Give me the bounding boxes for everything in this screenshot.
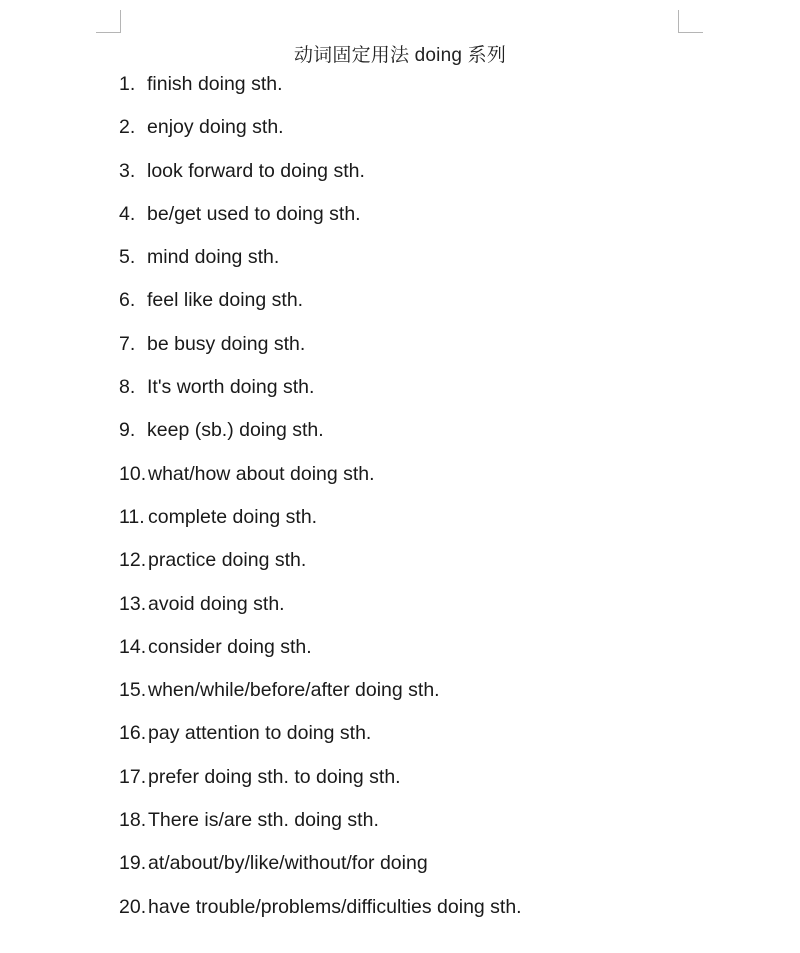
list-item [119, 460, 522, 503]
list-item-text: complete doing sth. [148, 505, 318, 528]
list-item-number: 16. [119, 722, 147, 745]
list-item-text: at/about/by/like/without/for doing [148, 852, 428, 875]
list-item-text: keep (sb.) doing sth. [147, 419, 324, 442]
list-item-number: 18. [119, 809, 147, 832]
document-title: 动词固定用法 doing 系列 [293, 45, 507, 66]
list-item [119, 806, 522, 849]
list-item-number: 7. [119, 332, 136, 355]
list-item-number: 2. [119, 116, 136, 139]
list-item [119, 546, 522, 589]
list-item [119, 893, 522, 936]
list-item [119, 373, 522, 416]
list-item-text: have trouble/problems/difficulties doing sth. [148, 895, 522, 918]
list-item [119, 416, 522, 459]
list-item-number: 8. [119, 376, 136, 399]
list-item-number: 17. [119, 765, 147, 788]
list-item [119, 113, 522, 156]
list-item [119, 633, 522, 676]
page-corner-mark-top-left [96, 10, 121, 33]
list-item-text: prefer doing sth. to doing sth. [148, 765, 401, 788]
list-item-number: 9. [119, 419, 136, 442]
list-item-number: 10. [119, 462, 147, 485]
list-item-text: feel like doing sth. [147, 289, 304, 312]
list-item-text: what/how about doing sth. [148, 462, 375, 485]
list-item-text: when/while/before/after doing sth. [148, 679, 440, 702]
list-item-text: consider doing sth. [148, 635, 312, 658]
page-corner-mark-top-right [678, 10, 703, 33]
list-item [119, 243, 522, 286]
list-item [119, 719, 522, 762]
list-item-text: enjoy doing sth. [147, 116, 284, 139]
list-item [119, 286, 522, 329]
list-item-text: be/get used to doing sth. [147, 202, 361, 225]
list-item-text: There is/are sth. doing sth. [148, 809, 379, 832]
list-item-number: 5. [119, 246, 136, 269]
list-item [119, 676, 522, 719]
list-item [119, 70, 522, 113]
list-item-number: 20. [119, 895, 147, 918]
list-item [119, 849, 522, 892]
list-item-text: mind doing sth. [147, 246, 280, 269]
list-item-text: It's worth doing sth. [147, 376, 315, 399]
list-item-number: 12. [119, 549, 147, 572]
phrase-list [119, 70, 522, 936]
list-item-number: 15. [119, 679, 147, 702]
list-item [119, 330, 522, 373]
list-item-text: practice doing sth. [148, 549, 307, 572]
list-item-text: look forward to doing sth. [147, 159, 365, 182]
list-item [119, 157, 522, 200]
list-item-number: 14. [119, 635, 147, 658]
list-item-number: 11. [119, 505, 145, 528]
list-item [119, 590, 522, 633]
list-item-number: 1. [119, 73, 136, 95]
list-item [119, 503, 522, 546]
list-item-number: 4. [119, 202, 136, 225]
list-item-text: be busy doing sth. [147, 332, 306, 355]
list-item-number: 13. [119, 592, 147, 615]
list-item-number: 19. [119, 852, 147, 875]
list-item [119, 763, 522, 806]
list-item-text: avoid doing sth. [148, 592, 285, 615]
list-item-text: finish doing sth. [147, 73, 283, 95]
list-item-text: pay attention to doing sth. [148, 722, 372, 745]
list-item [119, 200, 522, 243]
list-item-number: 3. [119, 159, 136, 182]
list-item-number: 6. [119, 289, 136, 312]
